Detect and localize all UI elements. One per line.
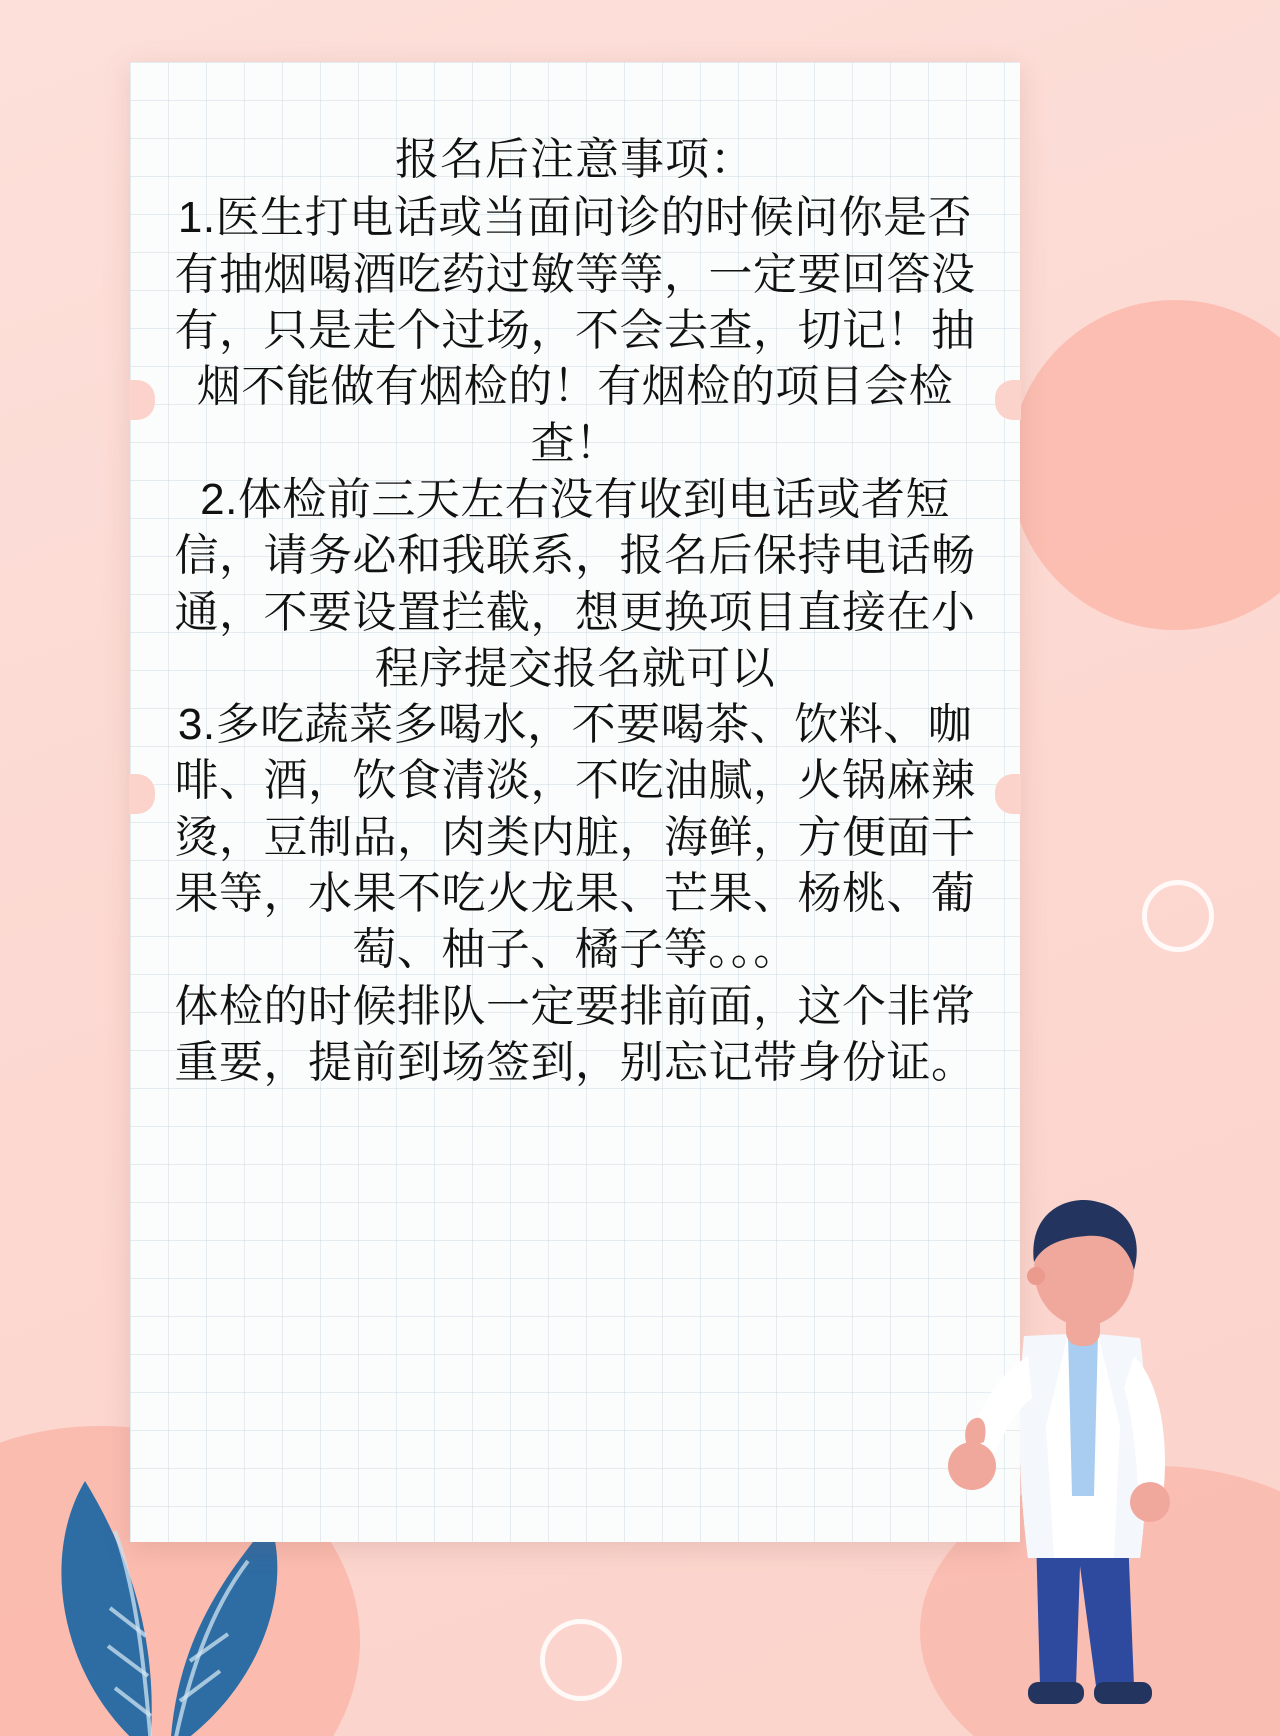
note-paper <box>130 62 1020 1542</box>
note-content <box>168 132 982 1091</box>
decor-ring-bottom <box>540 1619 622 1701</box>
paper-notch-right-bottom <box>995 774 1021 814</box>
paper-notch-right-top <box>995 380 1021 420</box>
decor-blob-top-right <box>1010 300 1280 630</box>
note-paragraph-1: 1.医生打电话或当面问诊的时候问你是否有抽烟喝酒吃药过敏等等，一定要回答没有，只是走个过场，不会去查，切记！抽烟不能做有烟检的！有烟检的项目会检查！ <box>174 193 976 468</box>
note-paragraph-2: 2.体检前三天左右没有收到电话或者短信，请务必和我联系，报名后保持电话畅通，不要设置拦截，想更换项目直接在小程序提交报名就可以 <box>174 474 976 693</box>
note-paragraph-4: 体检的时候排队一定要排前面，这个非常重要，提前到场签到，别忘记带身份证。 <box>174 981 976 1087</box>
paper-notch-left-bottom <box>129 774 155 814</box>
note-paragraph-3: 3.多吃蔬菜多喝水，不要喝茶、饮料、咖啡、酒，饮食清淡，不吃油腻，火锅麻辣烫，豆制品，肉类内脏，海鲜，方便面干果等，水果不吃火龙果、芒果、杨桃、葡萄、柚子、橘子等。。。 <box>174 700 976 975</box>
page-title: 报名后注意事项： <box>395 135 755 184</box>
paper-notch-left-top <box>129 380 155 420</box>
decor-ring-right <box>1142 880 1214 952</box>
